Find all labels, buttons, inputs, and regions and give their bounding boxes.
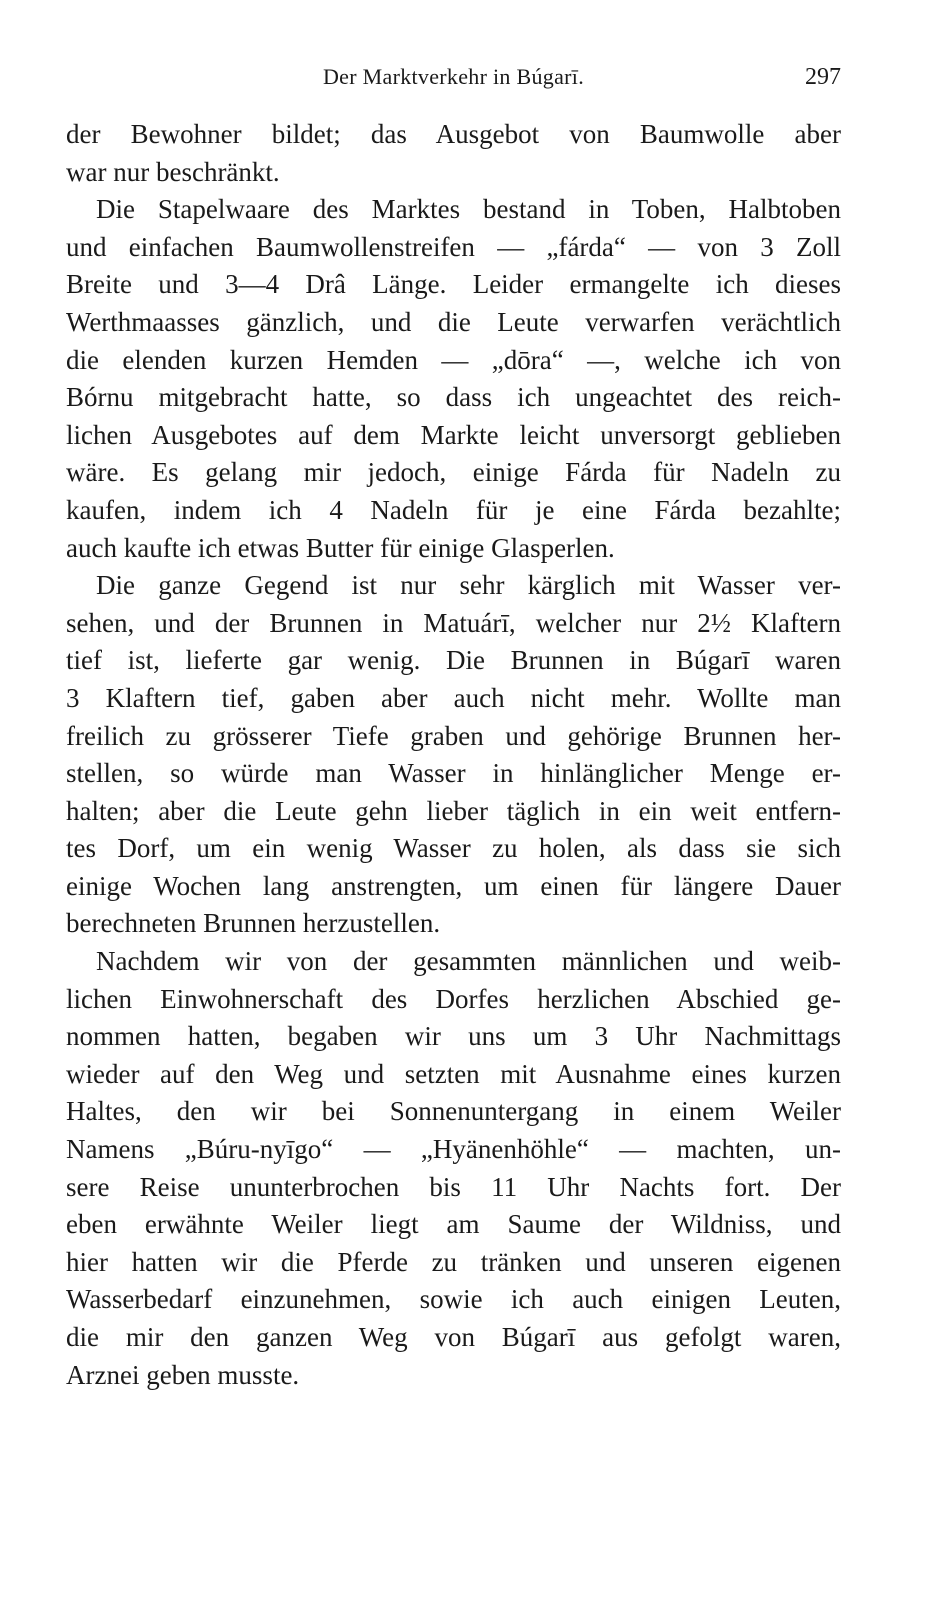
text-line: 3 Klaftern tief, gaben aber auch nicht mehr. Wollte man (66, 682, 841, 713)
text-line: die elenden kurzen Hemden — „dōra“ —, welche ich von (66, 344, 841, 375)
text-line: Namens „Búru-nyīgo“ — „Hyänenhöhle“ — machten, un- (66, 1134, 841, 1165)
text-line: Die ganze Gegend ist nur sehr kärglich mit Wasser ver- (96, 570, 841, 601)
text-line: und einfachen Baumwollenstreifen — „fárda“ — von 3 Zoll (66, 231, 841, 262)
body-text (66, 116, 841, 1394)
text-line: Breite und 3—4 Drâ Länge. Leider ermangelte ich dieses (66, 269, 841, 300)
text-line: sere Reise ununterbrochen bis 11 Uhr Nachts fort. Der (66, 1171, 841, 1202)
text-line: freilich zu grösserer Tiefe graben und gehörige Brunnen her- (66, 720, 841, 751)
text-line: hier hatten wir die Pferde zu tränken und unseren eigenen (66, 1246, 841, 1277)
text-line: der Bewohner bildet; das Ausgebot von Baumwolle aber (66, 119, 841, 149)
text-line: lichen Einwohnerschaft des Dorfes herzlichen Abschied ge- (66, 983, 841, 1014)
page-number: 297 (805, 64, 841, 90)
text-line: Arznei geben musste. (66, 1359, 300, 1390)
text-line: wieder auf den Weg und setzten mit Ausnahme eines kurzen (66, 1058, 841, 1089)
text-line: Die Stapelwaare des Marktes bestand in Toben, Halbtoben (96, 194, 841, 225)
running-title: Der Marktverkehr in Búgarī. (322, 64, 584, 89)
text-line: wäre. Es gelang mir jedoch, einige Fárda für Nadeln zu (66, 457, 841, 488)
text-line: Werthmaasses gänzlich, und die Leute verwarfen verächtlich (66, 306, 841, 337)
text-line: tes Dorf, um ein wenig Wasser zu holen, als dass sie sich (66, 833, 841, 864)
text-line: Bórnu mitgebracht hatte, so dass ich ungeachtet des reich- (66, 382, 841, 413)
text-line: Wasserbedarf einzunehmen, sowie ich auch einigen Leuten, (66, 1284, 841, 1315)
text-line: einige Wochen lang anstrengten, um einen für längere Dauer (66, 870, 841, 901)
text-line: lichen Ausgebotes auf dem Markte leicht unversorgt geblieben (66, 419, 841, 450)
text-line: tief ist, lieferte gar wenig. Die Brunnen in Búgarī waren (66, 645, 841, 676)
text-line: die mir den ganzen Weg von Búgarī aus gefolgt waren, (66, 1322, 841, 1352)
text-line: nommen hatten, begaben wir uns um 3 Uhr Nachmittags (66, 1021, 841, 1052)
text-line: eben erwähnte Weiler liegt am Saume der Wildniss, und (66, 1209, 841, 1240)
text-line: berechneten Brunnen herzustellen. (66, 908, 441, 939)
text-line: auch kaufte ich etwas Butter für einige Glasperlen. (66, 532, 615, 563)
text-line: war nur beschränkt. (66, 156, 280, 187)
text-line: kaufen, indem ich 4 Nadeln für je eine Fárda bezahlte; (66, 494, 841, 525)
text-line: halten; aber die Leute gehn lieber täglich in ein weit entfern- (66, 795, 841, 826)
text-line: stellen, so würde man Wasser in hinlänglicher Menge er- (66, 758, 841, 789)
text-line: Nachdem wir von der gesammten männlichen und weib- (96, 946, 841, 977)
page-header (66, 64, 841, 94)
text-line: Haltes, den wir bei Sonnenuntergang in einem Weiler (66, 1096, 841, 1127)
text-line: sehen, und der Brunnen in Matuárī, welcher nur 2½ Klaftern (66, 607, 841, 638)
